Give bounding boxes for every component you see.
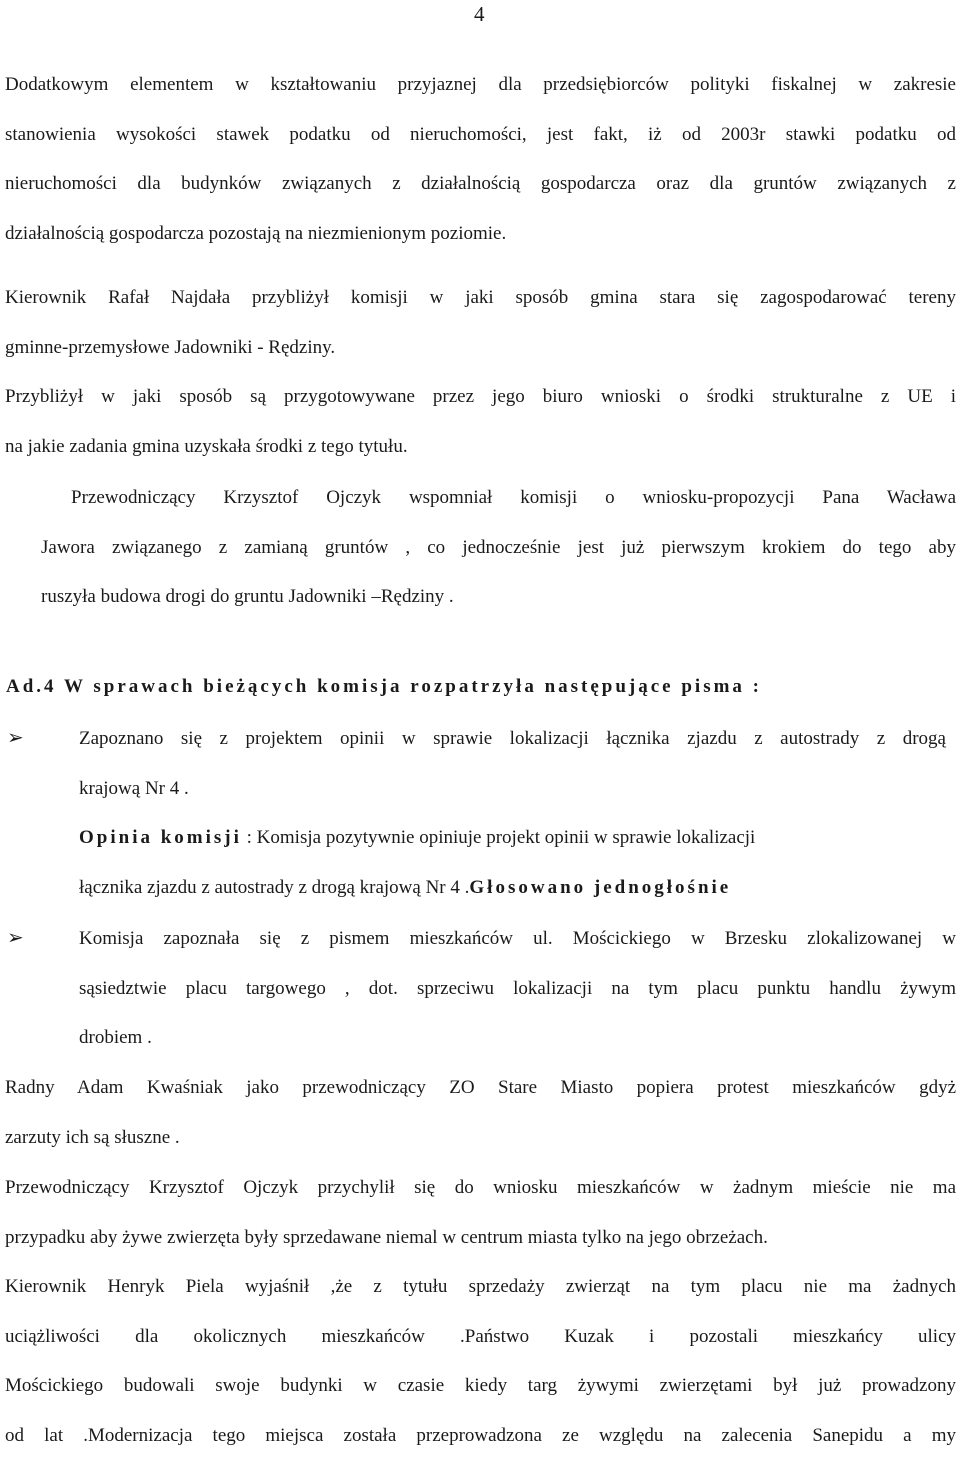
bullet-item-opinion-project <box>79 714 946 813</box>
paragraph-fiscal-policy <box>5 60 956 258</box>
paragraph-ojczyk-agreement <box>5 1163 956 1262</box>
text-line <box>79 813 946 863</box>
text-line: Jawora związanego z zamianą gruntów , co jednocześnie jest już pierwszym krokiem do tego aby <box>41 523 956 573</box>
opinion-text: : Komisja pozytywnie opiniuje projekt opinii w sprawie lokalizacji <box>242 827 755 848</box>
text-line: sąsiedztwie placu targowego , dot. sprzeciwu lokalizacji na tym placu punktu handlu żywym <box>79 964 956 1014</box>
text-line: krajową Nr 4 . <box>79 764 946 814</box>
text-line: ruszyła budowa drogi do gruntu Jadowniki –Rędziny . <box>41 572 956 622</box>
page-number: 4 <box>474 2 485 27</box>
text-line: Radny Adam Kwaśniak jako przewodniczący ZO Stare Miasto popiera protest mieszkańców gdyż <box>5 1063 956 1113</box>
text-line-content: Przewodniczący Krzysztof Ojczyk wspomniał komisji o wniosku-propozycji Pana Wacława <box>71 487 956 508</box>
paragraph-piela-explanation <box>5 1262 956 1460</box>
text-line: Kierownik Rafał Najdała przybliżył komisji w jaki sposób gmina stara się zagospodarować tereny <box>5 273 956 323</box>
text-line: Przewodniczący Krzysztof Ojczyk przychylił się do wniosku mieszkańców w żadnym mieście nie ma <box>5 1163 956 1213</box>
text-line: drobiem . <box>79 1013 956 1063</box>
opinion-block <box>79 813 946 912</box>
opinion-text-continued: łącznika zjazdu z autostrady z drogą krajową Nr 4 . <box>79 877 469 898</box>
vote-result: Głosowano jednogłośnie <box>469 877 731 898</box>
text-line: Dodatkowym elementem w kształtowaniu przyjaznej dla przedsiębiorców polityki fiskalnej w zakresie <box>5 60 956 110</box>
arrowhead-bullet-icon: ➢ <box>7 925 24 950</box>
text-line: gminne-przemysłowe Jadowniki - Rędziny. <box>5 323 956 373</box>
paragraph-kierownik-najdala <box>5 273 956 372</box>
paragraph-kwasniak <box>5 1063 956 1162</box>
text-line: Mościckiego budowali swoje budynki w czasie kiedy targ żywymi zwierzętami był już prowadzony <box>5 1361 956 1411</box>
text-line: Kierownik Henryk Piela wyjaśnił ,że z tytułu sprzedaży zwierząt na tym placu nie ma żadnych <box>5 1262 956 1312</box>
text-line: stanowienia wysokości stawek podatku od nieruchomości, jest fakt, iż od 2003r stawki podatku od <box>5 110 956 160</box>
paragraph-ojczyk-proposal <box>41 473 956 622</box>
text-line: uciążliwości dla okolicznych mieszkańców .Państwo Kuzak i pozostali mieszkańcy ulicy <box>5 1312 956 1362</box>
text-line: Przybliżył w jaki sposób są przygotowywane przez jego biuro wnioski o środki strukturalne z UE i <box>5 372 956 422</box>
arrowhead-bullet-icon: ➢ <box>7 725 24 750</box>
bullet-item-residents-letter <box>79 914 956 1063</box>
section-heading-ad4: Ad.4 W sprawach bieżących komisja rozpatrzyła następujące pisma : <box>6 676 762 698</box>
text-line: Zapoznano się z projektem opinii w sprawie lokalizacji łącznika zjazdu z autostrady z drogą <box>79 714 946 764</box>
text-line <box>79 863 946 913</box>
opinion-label: Opinia komisji <box>79 827 242 848</box>
text-line: Komisja zapoznała się z pismem mieszkańców ul. Mościckiego w Brzesku zlokalizowanej w <box>79 914 956 964</box>
text-line <box>41 473 956 523</box>
text-line: przypadku aby żywe zwierzęta były sprzedawane niemal w centrum miasta tylko na jego obrzeżach. <box>5 1213 956 1263</box>
text-line: na jakie zadania gmina uzyskała środki z tego tytułu. <box>5 422 956 472</box>
text-line: nieruchomości dla budynków związanych z działalnością gospodarcza oraz dla gruntów związanych z <box>5 159 956 209</box>
text-line: działalnością gospodarcza pozostają na niezmienionym poziomie. <box>5 209 956 259</box>
paragraph-structural-funds <box>5 372 956 471</box>
text-line: zarzuty ich są słuszne . <box>5 1113 956 1163</box>
text-line: od lat .Modernizacja tego miejsca została przeprowadzona ze względu na zalecenia Sanepidu a my <box>5 1411 956 1460</box>
